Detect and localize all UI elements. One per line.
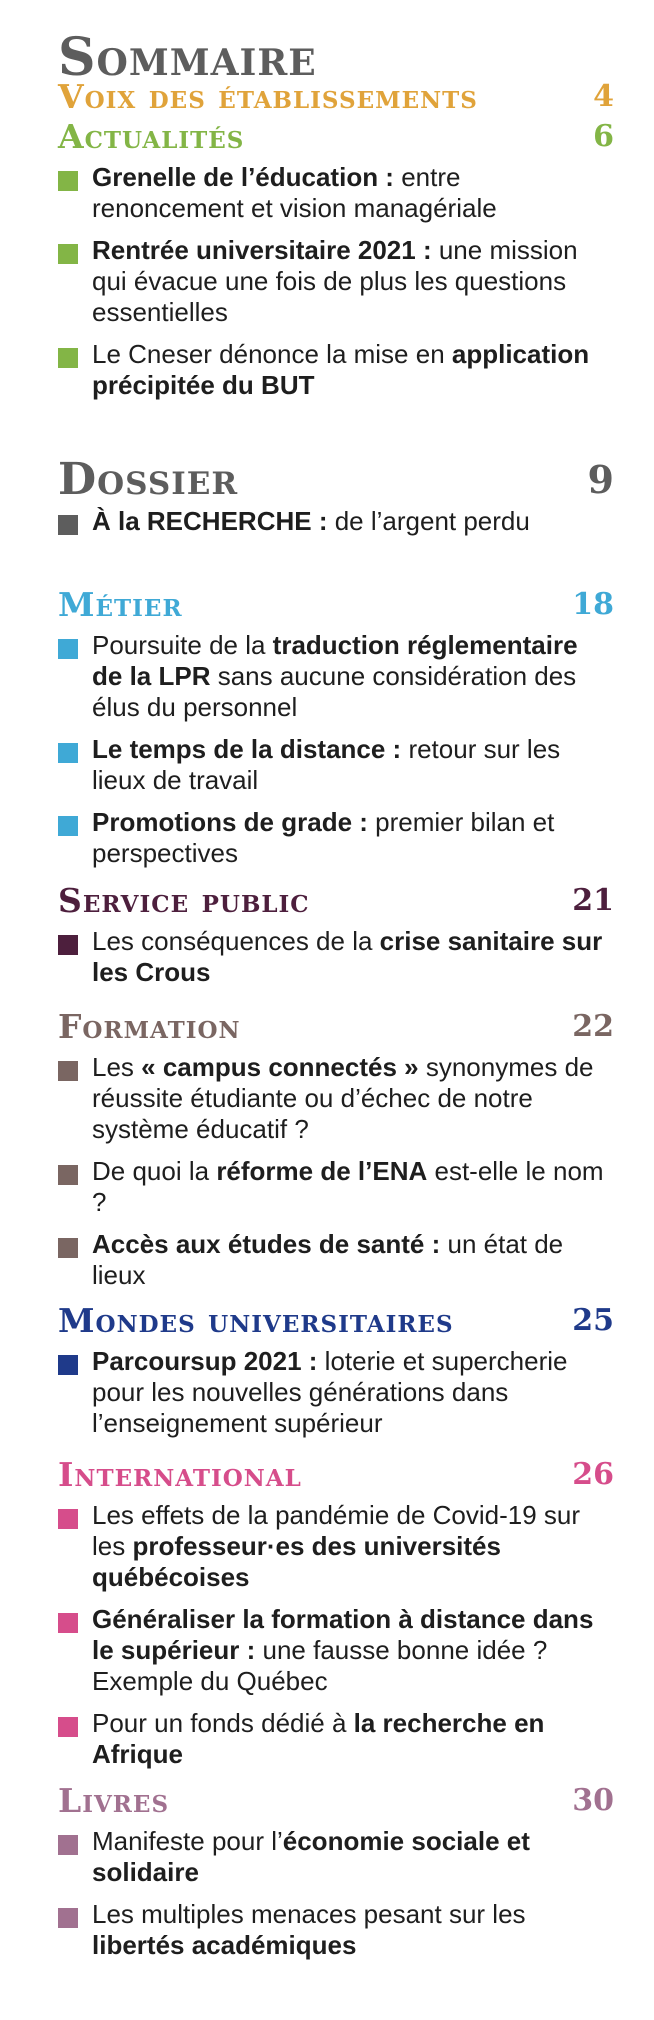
- section-page-number: 22: [572, 1009, 614, 1044]
- square-bullet-icon: [58, 935, 78, 955]
- square-bullet-icon: [58, 1509, 78, 1529]
- square-bullet-icon: [58, 639, 78, 659]
- section-header: [58, 880, 614, 926]
- article-title-bold: application précipitée du BUT: [92, 339, 590, 400]
- section-header: [58, 456, 614, 506]
- article-text: premier bilan et perspectives: [92, 807, 555, 868]
- article-item[interactable]: [58, 1826, 614, 1888]
- article-item[interactable]: [58, 807, 614, 869]
- square-bullet-icon: [58, 1613, 78, 1633]
- article-title-bold: Parcoursup 2021 :: [92, 1346, 318, 1376]
- page-title: Sommaire: [58, 27, 317, 88]
- article-item[interactable]: [58, 506, 614, 537]
- square-bullet-icon: [58, 1355, 78, 1375]
- square-bullet-icon: [58, 1061, 78, 1081]
- section-header: [58, 116, 614, 162]
- section-page-number: 6: [593, 119, 614, 154]
- section-page-number: 30: [572, 1783, 614, 1818]
- section-metier[interactable]: [58, 584, 614, 880]
- section-title[interactable]: Mondes universitaires: [58, 1301, 454, 1340]
- square-bullet-icon: [58, 1238, 78, 1258]
- article-text: une mission qui évacue une fois de plus les questions essentielles: [92, 235, 578, 327]
- article-item[interactable]: [58, 734, 614, 796]
- article-text: Le Cneser dénonce la mise en: [92, 339, 452, 369]
- article-item[interactable]: [58, 235, 614, 328]
- article-item[interactable]: [58, 162, 614, 224]
- article-title-bold: la recherche en Afrique: [92, 1708, 545, 1769]
- section-items: [58, 1052, 614, 1291]
- article-item[interactable]: [58, 1500, 614, 1593]
- article-text: entre renoncement et vision managériale: [92, 162, 497, 223]
- square-bullet-icon: [58, 171, 78, 191]
- article-text: Poursuite de la: [92, 630, 273, 660]
- section-items: [58, 162, 614, 401]
- article-item[interactable]: [58, 1604, 614, 1697]
- section-page-number: 25: [572, 1303, 614, 1338]
- square-bullet-icon: [58, 1165, 78, 1185]
- square-bullet-icon: [58, 348, 78, 368]
- section-title[interactable]: Actualités: [58, 117, 245, 156]
- article-text: un état de lieux: [92, 1229, 564, 1290]
- section-items: [58, 1500, 614, 1770]
- article-text: Les conséquences de la: [92, 926, 380, 956]
- section-title[interactable]: Voix des établissements: [58, 77, 478, 116]
- section-dossier[interactable]: [58, 456, 614, 548]
- section-actualites[interactable]: [58, 116, 614, 412]
- article-title-bold: professeur·es des universités québécoises: [92, 1531, 501, 1592]
- article-text: sans aucune considération des élus du personnel: [92, 661, 577, 722]
- section-page-number: 21: [572, 883, 614, 918]
- article-item[interactable]: [58, 1346, 614, 1439]
- square-bullet-icon: [58, 515, 78, 535]
- section-page-number: 9: [587, 457, 614, 502]
- article-text: De quoi la: [92, 1156, 217, 1186]
- section-header: [58, 1454, 614, 1500]
- section-items: [58, 1346, 614, 1439]
- article-title-bold: Promotions de grade :: [92, 807, 368, 837]
- section-page-number: 18: [572, 587, 614, 622]
- section-items: [58, 506, 614, 537]
- article-item[interactable]: [58, 926, 614, 988]
- article-title-bold: Accès aux études de santé :: [92, 1229, 441, 1259]
- square-bullet-icon: [58, 244, 78, 264]
- section-header: [58, 1300, 614, 1346]
- article-text: loterie et supercherie pour les nouvelles générations dans l’enseignement supérieur: [92, 1346, 568, 1438]
- article-title-bold: Rentrée universitaire 2021 :: [92, 235, 432, 265]
- article-item[interactable]: [58, 1229, 614, 1291]
- section-title[interactable]: Service public: [58, 881, 310, 920]
- square-bullet-icon: [58, 1908, 78, 1928]
- article-title-bold: libertés académiques: [92, 1930, 357, 1960]
- section-formation[interactable]: [58, 1006, 614, 1302]
- section-title[interactable]: International: [58, 1455, 302, 1494]
- article-text: est-elle le nom ?: [92, 1156, 604, 1217]
- article-item[interactable]: [58, 1899, 614, 1961]
- article-title-bold: réforme de l’ENA: [216, 1156, 428, 1186]
- square-bullet-icon: [58, 1717, 78, 1737]
- article-text: Manifeste pour l’: [92, 1826, 283, 1856]
- article-text: Les multiples menaces pesant sur les: [92, 1899, 526, 1929]
- article-title-bold: Grenelle de l’éducation :: [92, 162, 394, 192]
- section-header: [58, 1780, 614, 1826]
- section-mondes-universitaires[interactable]: [58, 1300, 614, 1450]
- section-page-number: 26: [572, 1457, 614, 1492]
- section-international[interactable]: [58, 1454, 614, 1781]
- article-title-bold: traduction réglementaire de la LPR: [92, 630, 578, 691]
- article-title-bold: Le temps de la distance :: [92, 734, 402, 764]
- section-header: [58, 584, 614, 630]
- section-service-public[interactable]: [58, 880, 614, 999]
- article-text: de l’argent perdu: [327, 506, 530, 536]
- article-item[interactable]: [58, 1052, 614, 1145]
- article-text: Les effets de la pandémie de Covid-19 sur les: [92, 1500, 581, 1561]
- article-title-bold: « campus connectés »: [141, 1052, 419, 1082]
- article-title-bold: économie sociale et solidaire: [92, 1826, 530, 1887]
- section-livres[interactable]: [58, 1780, 614, 1972]
- section-title[interactable]: Livres: [58, 1781, 170, 1820]
- section-items: [58, 1826, 614, 1961]
- article-title-bold: À la RECHERCHE :: [92, 506, 328, 536]
- section-header: [58, 1006, 614, 1052]
- article-item[interactable]: [58, 339, 614, 401]
- article-item[interactable]: [58, 1708, 614, 1770]
- square-bullet-icon: [58, 1835, 78, 1855]
- square-bullet-icon: [58, 743, 78, 763]
- section-title[interactable]: Formation: [58, 1007, 241, 1046]
- article-text: une fausse bonne idée ? Exemple du Québec: [92, 1635, 548, 1696]
- article-text: retour sur les lieux de travail: [92, 734, 561, 795]
- section-items: [58, 630, 614, 869]
- article-item[interactable]: [58, 1156, 614, 1218]
- section-title[interactable]: Métier: [58, 585, 183, 624]
- article-text: synonymes de réussite étudiante ou d’échec de notre système éducatif ?: [92, 1052, 594, 1144]
- section-items: [58, 926, 614, 988]
- article-text: Pour un fonds dédié à: [92, 1708, 354, 1738]
- section-page-number: 4: [593, 79, 614, 114]
- article-text: Les: [92, 1052, 142, 1082]
- article-title-bold: crise sanitaire sur les Crous: [92, 926, 603, 987]
- section-title[interactable]: Dossier: [58, 454, 239, 505]
- article-title-bold: Généraliser la formation à distance dans le supérieur :: [92, 1604, 594, 1665]
- square-bullet-icon: [58, 816, 78, 836]
- article-item[interactable]: [58, 630, 614, 723]
